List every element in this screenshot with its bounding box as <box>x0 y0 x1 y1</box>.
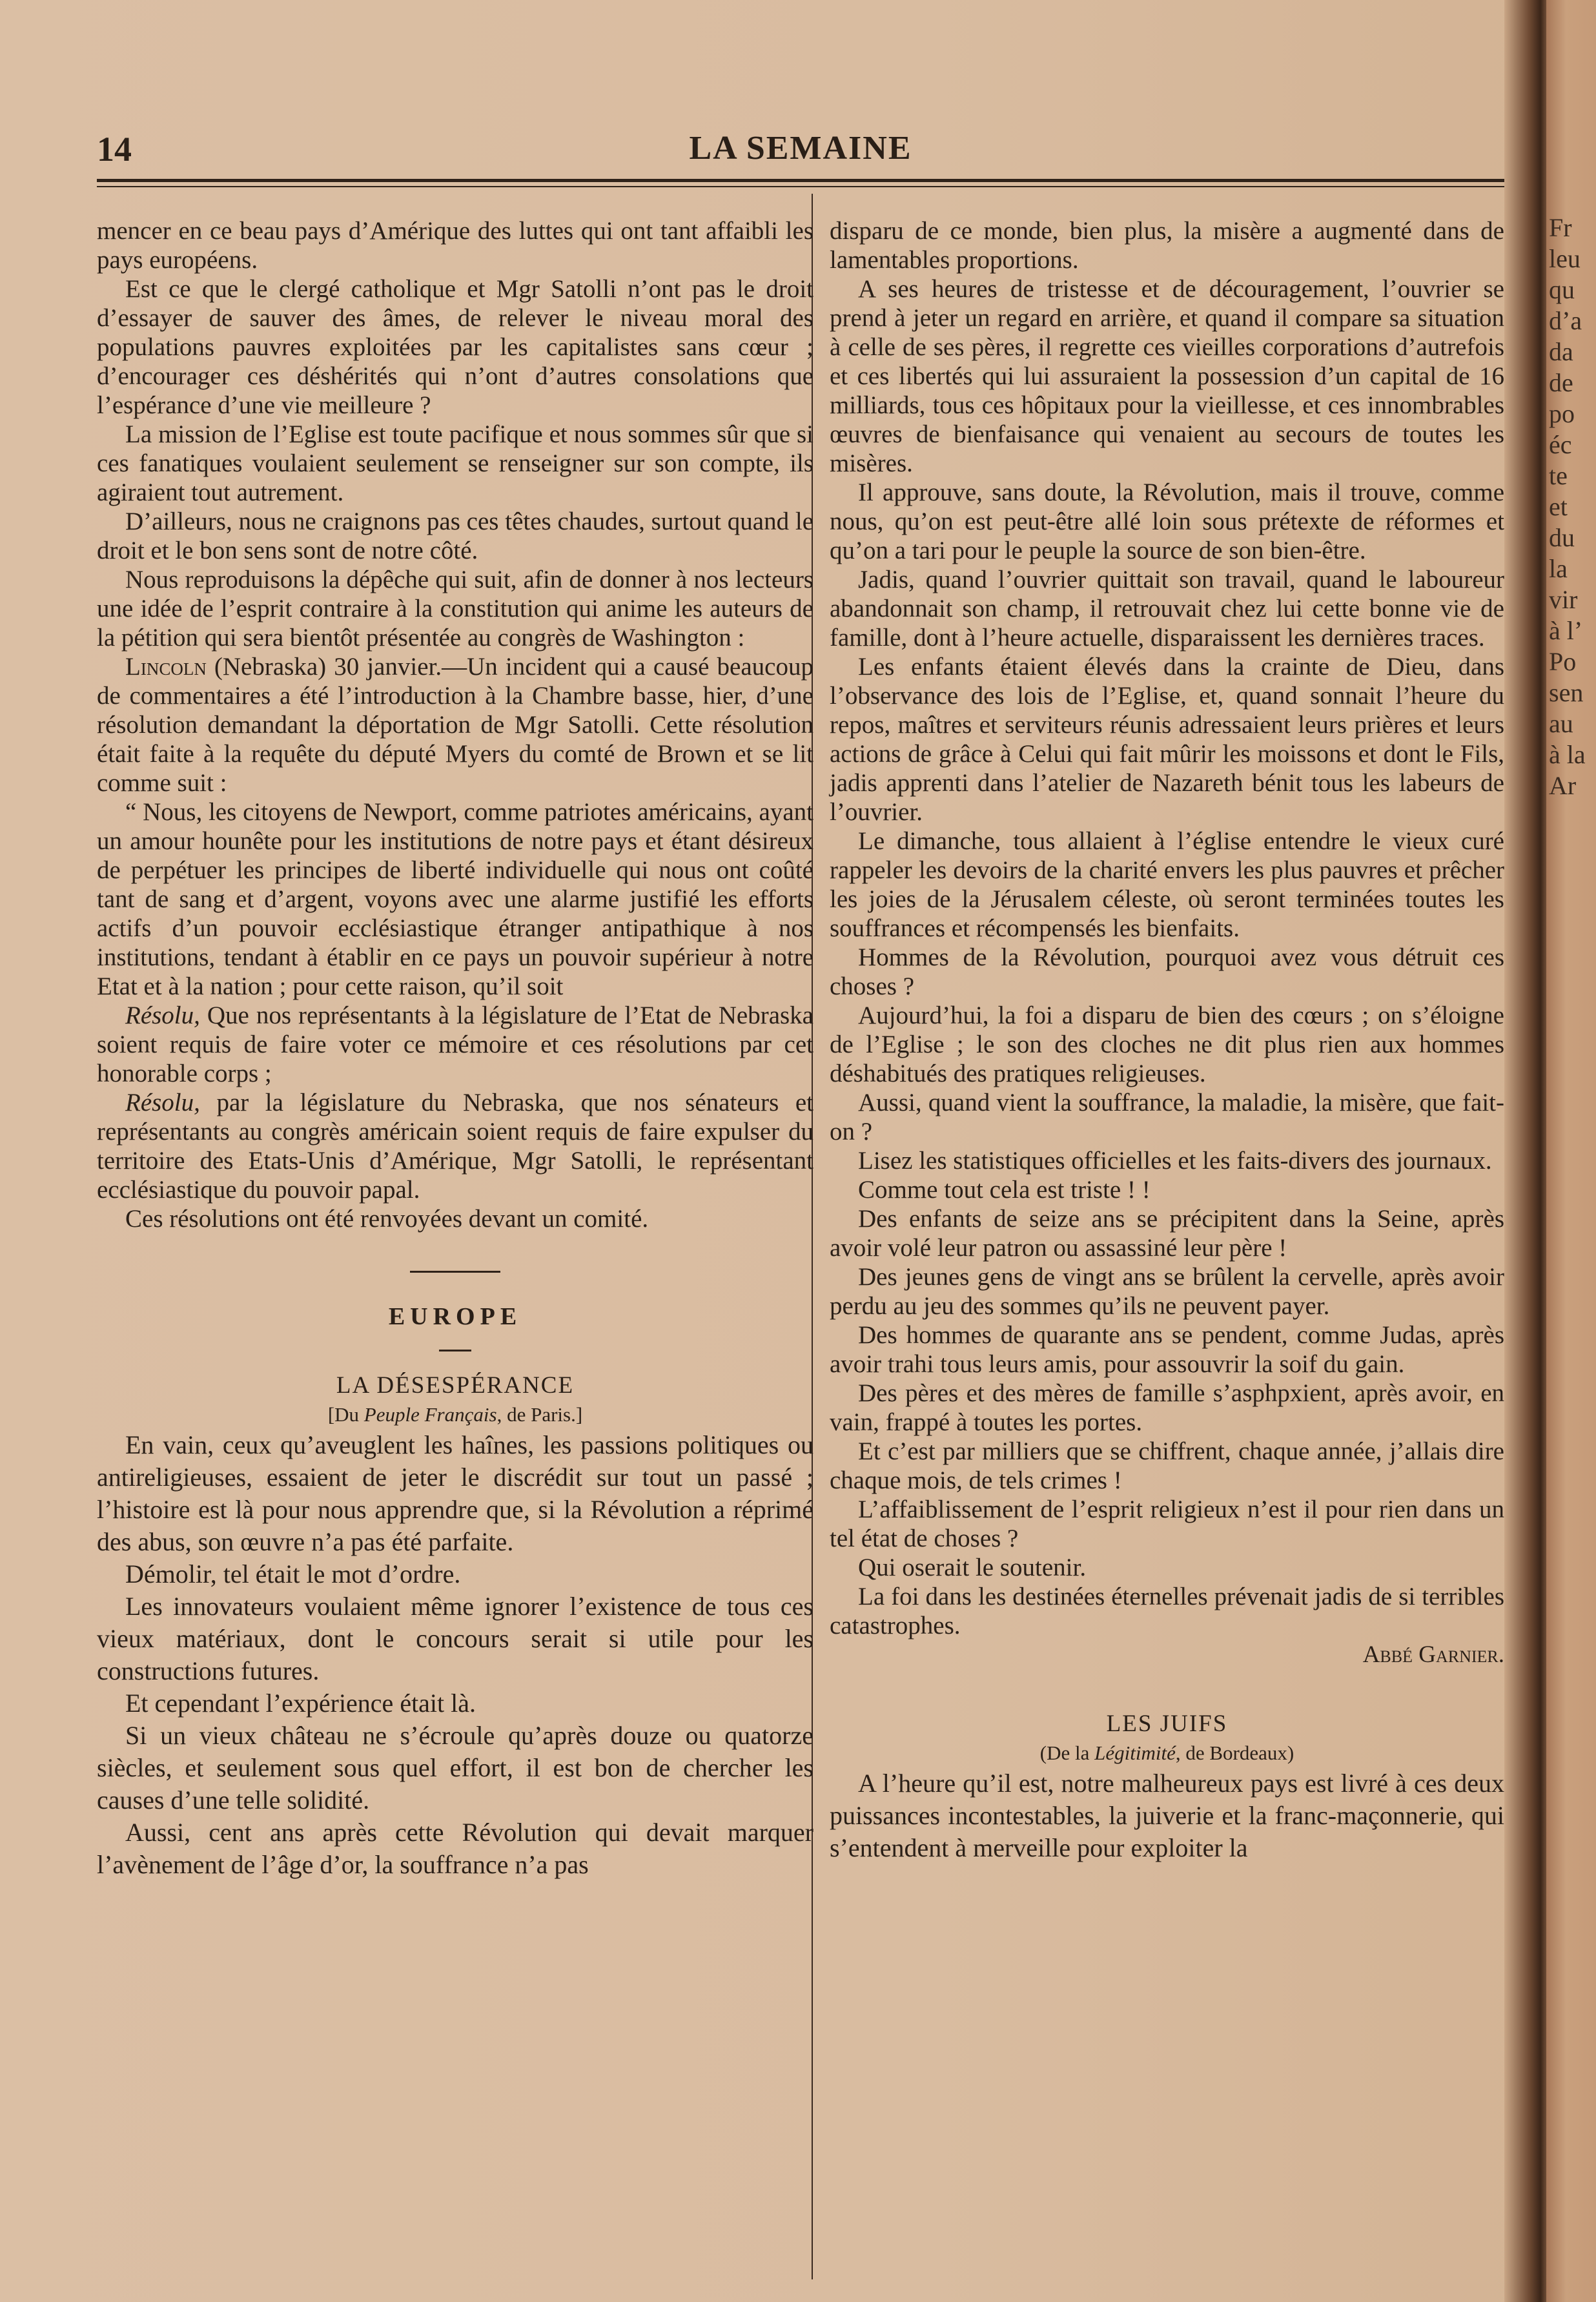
paragraph: La foi dans les destinées éternelles prévenait jadis de si terribles catastrophes. <box>830 1583 1504 1639</box>
resolution-preamble: “ Nous, les citoyens de Newport, comme patriotes américains, ayant un amour hounête pour les institutions de notre pays et étant désireux de perpétuer les principes de liberté individuelle qui nous ont coûté tant de sang et d’argent, voyons avec une alarme justifié les efforts actifs d’un pouvoir ecclésiastique étranger antipathique à nos institutions, tendant à établir en ce pays un pouvoir supérieur à notre Etat et à la nation ; pour cette raison, qu’il soit <box>97 798 813 1000</box>
paragraph: Des enfants de seize ans se précipitent dans la Seine, après avoir volé leur patron ou assassiné leur père ! <box>830 1205 1504 1262</box>
adjacent-page-fragment: d’a <box>1549 306 1582 335</box>
adjacent-page-fragment: da <box>1549 337 1573 366</box>
paragraph: Des pères et des mères de famille s’asphpxient, après avoir, en vain, frappé à toutes les portes. <box>830 1379 1504 1436</box>
paragraph: Des jeunes gens de vingt ans se brûlent la cervelle, après avoir perdu au jeu des sommes qu’ils ne peuvent payer. <box>830 1263 1504 1320</box>
paragraph: Comme tout cela est triste ! ! <box>858 1176 1151 1204</box>
adjacent-page-fragment: et <box>1549 492 1568 521</box>
paragraph: disparu de ce monde, bien plus, la misère a augmenté dans de lamentables proportions. <box>830 217 1504 274</box>
page-number: 14 <box>97 130 132 169</box>
right-column <box>830 216 1504 1864</box>
header-rule-thin <box>97 186 1504 187</box>
paragraph: Le dimanche, tous allaient à l’église entendre le vieux curé rappeler les devoirs de la charité envers les plus pauvres et prêcher les joies de la Jérusalem céleste, où seront terminées toutes les souffrances et récompensés les bienfaits. <box>830 827 1504 942</box>
article-title: LES JUIFS <box>1106 1711 1228 1737</box>
adjacent-page-fragment: à la <box>1549 740 1586 769</box>
paragraph: Les innovateurs voulaient même ignorer l’existence de tous ces vieux matériaux, dont le concours serait si utile pour les constructions futures. <box>97 1592 813 1685</box>
dispatch-paragraph: Lincoln (Nebraska) 30 janvier.—Un incident qui a causé beaucoup de commentaires a été l’introduction à la Chambre basse, hier, d’une résolution demandant la déportation de Mgr Satolli. Cette résolution était faite à la requête du député Myers du comté de Brown et se lit comme suit : <box>97 653 813 797</box>
adjacent-page-fragment: leu <box>1549 244 1581 273</box>
adjacent-page-fragment: vir <box>1549 585 1578 614</box>
adjacent-page-fragment: sen <box>1549 678 1584 707</box>
section-divider <box>410 1271 500 1273</box>
paragraph: Hommes de la Révolution, pourquoi avez vous détruit ces choses ? <box>830 943 1504 1000</box>
author-signature: Abbé Garnier. <box>1362 1641 1504 1668</box>
paragraph: Qui oserait le soutenir. <box>858 1554 1087 1581</box>
resolution-paragraph: Résolu, par la législature du Nebraska, que nos sénateurs et représentants au congrès américain soient requis de faire expulser du territoire des Etats-Unis d’Amérique, Mgr Satolli, le représentant ecclésiastique du pouvoir papal. <box>97 1089 813 1204</box>
adjacent-page-fragment: Po <box>1549 647 1577 676</box>
paragraph: Jadis, quand l’ouvrier quittait son travail, quand le laboureur abandonnait son champ, il retrouvait chez lui cette bonne vie de famille, dont à l’heure actuelle, disparaissent les dernières traces. <box>830 566 1504 652</box>
paragraph: Démolir, tel était le mot d’ordre. <box>125 1559 461 1588</box>
adjacent-page-fragment: à l’ <box>1549 616 1583 645</box>
paragraph: Aujourd’hui, la foi a disparu de bien des cœurs ; on s’éloigne de l’Eglise ; le son des cloches ne dit plus rien aux hommes déshabitués des pratiques religieuses. <box>830 1002 1504 1087</box>
header-rule <box>97 179 1504 182</box>
paragraph: D’ailleurs, nous ne craignons pas ces têtes chaudes, surtout quand le droit et le bon sens sont de notre côté. <box>97 508 813 564</box>
paragraph: Aussi, cent ans après cette Révolution qui devait marquer l’avènement de l’âge d’or, la souffrance n’a pas <box>97 1818 813 1879</box>
paragraph: Il approuve, sans doute, la Révolution, mais il trouve, comme nous, qu’on est peut-être allé loin sous prétexte de réformes et qu’on a tari pour le peuple la source de son bien-être. <box>830 478 1504 564</box>
adjacent-page-fragment: de <box>1549 368 1573 397</box>
paragraph: La mission de l’Eglise est toute pacifique et nous sommes sûr que si ces fanatiques voulaient seulement se renseigner sur son compte, ils agiraient tout autrement. <box>97 420 813 506</box>
section-title: EUROPE <box>388 1303 522 1330</box>
paragraph: Si un vieux château ne s’écroule qu’après douze ou quatorze siècles, et seulement sous quel effort, il est bon de chercher les causes d’une telle solidité. <box>97 1721 813 1814</box>
adjacent-page-fragment: du <box>1549 523 1575 552</box>
article-body <box>97 1429 813 1881</box>
paragraph: Les enfants étaient élevés dans la crainte de Dieu, dans l’observance des lois de l’Eglise, et, quand sonnait l’heure du repos, maîtres et serviteurs réunis adressaient leurs prières et leurs actions de grâce à Celui qui fait mûrir les moissons et dont le Fils, jadis apprenti dans l’atelier de Nazareth bénit tous les labeurs de l’ouvrier. <box>830 653 1504 826</box>
binding-gutter <box>1504 0 1550 2302</box>
dateline-place: Lincoln <box>125 653 207 681</box>
adjacent-page-fragment: qu <box>1549 275 1575 304</box>
article-source: [Du Peuple Français, de Paris.] <box>327 1403 583 1426</box>
adjacent-page-fragment: Fr <box>1549 213 1572 242</box>
paragraph: Et cependant l’expérience était là. <box>125 1689 476 1718</box>
article-title: LA DÉSESPÉRANCE <box>336 1372 575 1399</box>
title-dash <box>439 1350 471 1351</box>
paragraph: A l’heure qu’il est, notre malheureux pays est livré à ces deux puissances incontestables, la juiverie et la franc-maçonnerie, qui s’entendent à merveille pour exploiter la <box>830 1769 1504 1862</box>
paragraph: A ses heures de tristesse et de découragement, l’ouvrier se prend à jeter un regard en arrière, et quand il compare sa situation à celle de ses pères, il regrette ces vieilles corporations d’autrefois et ces libertés qui lui assuraient la possession d’un capital de 16 milliards, tous ces hôpitaux pour la vieillesse, et ces innombrables œuvres de bienfaisance qui venaient au secours de toutes les misères. <box>830 275 1504 477</box>
paragraph: mencer en ce beau pays d’Amérique des luttes qui ont tant affaibli les pays européens. <box>97 217 813 274</box>
adjacent-page-fragment: au <box>1549 709 1573 738</box>
adjacent-page-fragment: po <box>1549 399 1575 428</box>
paragraph: Et c’est par milliers que se chiffrent, chaque année, j’allais dire chaque mois, de tels crimes ! <box>830 1437 1504 1494</box>
adjacent-page-fragment: éc <box>1549 430 1572 459</box>
page-header <box>97 129 1504 168</box>
paragraph: Nous reproduisons la dépêche qui suit, afin de donner à nos lecteurs une idée de l’esprit contraire à la constitution qui anime les auteurs de la pétition qui sera bientôt présentée au congrès de Washington : <box>97 566 813 652</box>
paragraph: Aussi, quand vient la souffrance, la maladie, la misère, que fait-on ? <box>830 1089 1504 1146</box>
paragraph: Des hommes de quarante ans se pendent, comme Judas, après avoir trahi tous leurs amis, pour assouvrir la soif du gain. <box>830 1321 1504 1378</box>
paragraph: Est ce que le clergé catholique et Mgr Satolli n’ont pas le droit d’essayer de sauver des âmes, de relever le niveau moral des populations pauvres exploitées par les capitalistes sans cœur ; d’encourager ces déshérités qui n’ont d’autres consolations que l’espérance d’une vie meilleure ? <box>97 275 813 419</box>
article-source: (De la Légitimité, de Bordeaux) <box>1039 1742 1294 1764</box>
paragraph: L’affaiblissement de l’esprit religieux n’est il pour rien dans un tel état de choses ? <box>830 1495 1504 1552</box>
paragraph: Lisez les statistiques officielles et les faits-divers des journaux. <box>858 1147 1492 1175</box>
adjacent-page-fragment: Ar <box>1549 771 1577 800</box>
paragraph: En vain, ceux qu’aveuglent les haînes, les passions politiques ou antireligieuses, essaient de jeter le discrédit sur tout un passé ; l’histoire est là pour nous apprendre que, si la Révolution a réprimé des abus, son œuvre n’a pas été parfaite. <box>97 1430 813 1556</box>
left-column <box>97 216 813 1881</box>
article-body <box>830 1767 1504 1864</box>
resolution-paragraph: Résolu, Que nos représentants à la législature de l’Etat de Nebraska soient requis de faire voter ce mémoire et ces résolutions par cet honorable corps ; <box>97 1002 813 1087</box>
running-title: LA SEMAINE <box>689 130 912 167</box>
paragraph: Ces résolutions ont été renvoyées devant un comité. <box>125 1205 649 1233</box>
adjacent-page-fragment: te <box>1549 461 1568 490</box>
adjacent-page-fragment: la <box>1549 554 1568 583</box>
adjacent-page-edge <box>1546 0 1596 2302</box>
